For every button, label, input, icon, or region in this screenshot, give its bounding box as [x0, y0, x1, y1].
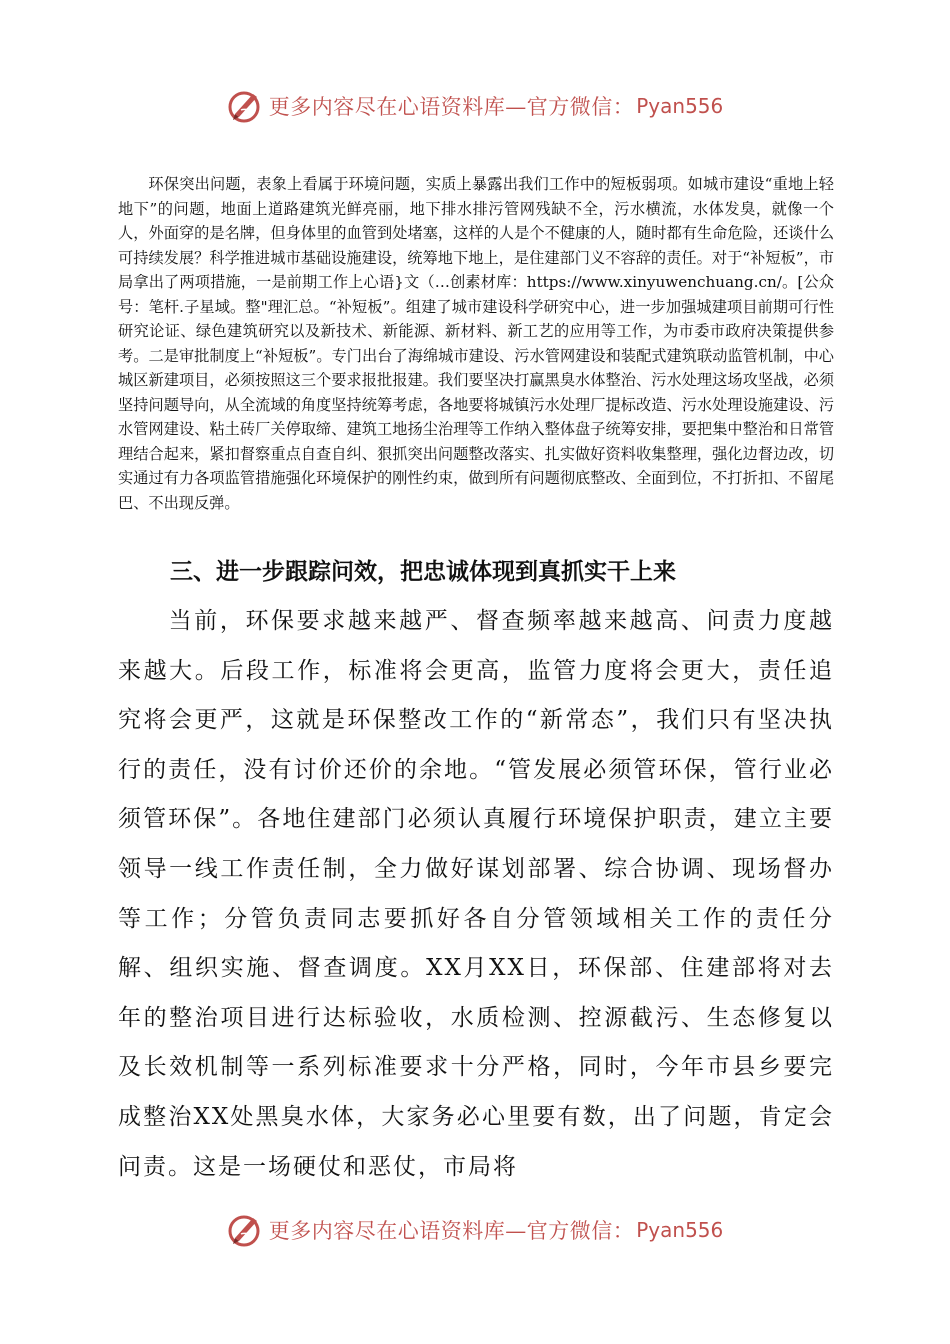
pen-logo-icon: [227, 1212, 263, 1248]
watermark-text: 更多内容尽在心语资料库—官方微信：: [268, 95, 635, 119]
watermark-wechat-id: Pyan556: [636, 94, 724, 118]
watermark-wechat-id: Pyan556: [636, 1218, 724, 1242]
watermark-banner-top: [0, 84, 950, 128]
watermark-text: 更多内容尽在心语资料库—官方微信：: [268, 1219, 635, 1243]
body-paragraph-small: 环保突出问题，表象上看属于环境问题，实质上暴露出我们工作中的短板弱项。如城市建设“重地上轻地下”的问题，地面上道路建筑光鲜亮丽，地下排水排污管网残缺不全，污水横流，水体发臭，就像一个人，外面穿的是名牌，但身体里的血管到处堵塞，这样的人是个不健康的人，随时都有生命危险，还谈什么可持续发展？科学推进城市基础设施建设，统筹地下地上，是住建部门义不容辞的责任。对于“补短板”，市局拿出了两项措施，一是前期工作上心语}文（…创素材库：https://www.xinyuwenchuang.cn/。[公众号：笔杆.子星域。整"理汇总。“补短板”。组建了城市建设科学研究中心，进一步加强城建项目前期可行性研究论证、绿色建筑研究以及新技术、新能源、新材料、新工艺的应用等工作，为市委市政府决策提供参考。二是审批制度上“补短板”。专门出台了海绵城市建设、污水管网建设和装配式建筑联动监管机制，中心城区新建项目，必须按照这三个要求报批报建。我们要坚决打赢黑臭水体整治、污水处理这场攻坚战，必须坚持问题导向，从全流域的角度坚持统筹考虑，各地要将城镇污水处理厂提标改造、污水处理设施建设、污水管网建设、粘土砖厂关停取缔、建筑工地扬尘治理等工作纳入整体盘子统筹安排，要把集中整治和日常管理结合起来，紧扣督察重点自查自纠、狠抓突出问题整改落实、扎实做好资料收集整理，强化边督边改，切实通过有力各项监管措施强化环境保护的刚性约束，做到所有问题彻底整改、全面到位，不打折扣、不留尾巴、不出现反弹。: [118, 175, 834, 512]
section-heading: 三、进一步跟踪问效，把忠诚体现到真抓实干上来: [170, 559, 676, 585]
body-paragraph-large: 当前，环保要求越来越严、督查频率越来越高、问责力度越来越大。后段工作，标准将会更高，监管力度将会更大，责任追究将会更严，这就是环保整改工作的“新常态”，我们只有坚决执行的责任，没有讨价还价的余地。“管发展必须管环保，管行业必须管环保”。各地住建部门必须认真履行环境保护职责，建立主要领导一线工作责任制，全力做好谋划部署、综合协调、现场督办等工作；分管负责同志要抓好各自分管领域相关工作的责任分解、组织实施、督查调度。XX月XX日，环保部、住建部将对去年的整治项目进行达标验收，水质检测、控源截污、生态修复以及长效机制等一系列标准要求十分严格，同时，今年市县乡要完成整治XX处黑臭水体，大家务必心里要有数，出了问题，肯定会问责。这是一场硬仗和恶仗，市局将: [118, 608, 834, 1180]
watermark-banner-bottom: [0, 1208, 950, 1252]
pen-logo-icon: [227, 88, 263, 124]
